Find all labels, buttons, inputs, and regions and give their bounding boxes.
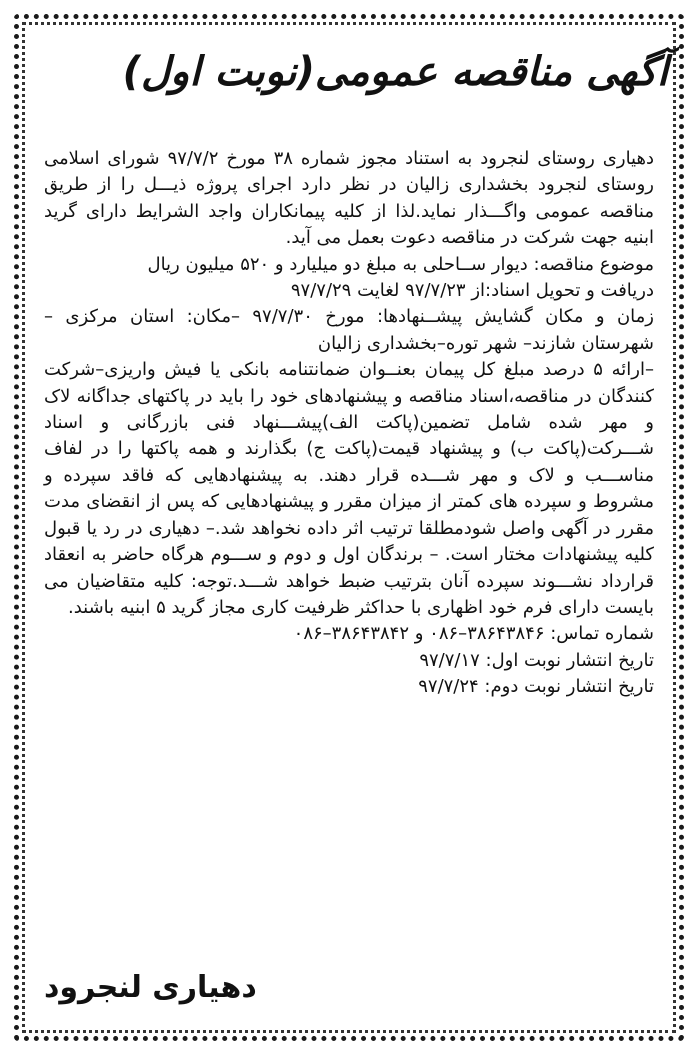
contact-phones: شماره تماس: ۳۸۶۴۳۸۴۶–۰۸۶ و ۳۸۶۴۳۸۴۲–۰۸۶ — [293, 623, 654, 645]
second-publish-date: تاریخ انتشار نوبت دوم: ۹۷/۷/۲۴ — [418, 676, 654, 698]
tender-subject: موضوع مناقصه: دیوار ســاحلی به مبلغ دو میلیارد و ۵۲۰ میلیون ریال — [147, 253, 654, 275]
notice-title: آگهی مناقصه عمومی(نوبت اول) — [122, 49, 668, 95]
notice-signature: دهیاری لنجرود — [44, 970, 257, 1005]
notice-intro: دهیاری روستای لنجرود به استناد مجوز شماره ۳۸ مورخ ۹۷/۷/۲ شورای اسلامی روستای لنجرود بخشداری زالیان در نظر دارد اجرای پروژه ذیـــل را از طریق مناقصه عمومی واگـــذار نماید.لذا از کلیه پیمانکاران واجد الشرایط دارای گرید ابنیه جهت شرکت در مناقصه دعوت بعمل می آید. — [44, 148, 654, 249]
tender-terms: –ارائه ۵ درصد مبلغ کل پیمان بعنــوان ضمانتنامه بانکی یا فیش واریزی–شرکت کنندگان در مناقصه،اسناد مناقصه و پیشنهادهای خود را باید در پاکتهای جداگانه لاک و مهر شده شامل تضمین(پاکت الف)پیشـــنهاد فنی بازرگانی و اسناد شـــرکت(پاکت ب) و پیشنهاد قیمت(پاکت ج) بگذارند و همه پاکتها را در لفاف مناســـب و لاک و مهر شـــده قرار دهند. به پیشنهادهایی که فاقد سپرده و مشروط و سپرده های کمتر از میزان مقرر و پیشنهادهایی که پس از انقضای مدت مقرر در آگهی واصل شودمطلقا ترتیب اثر داده نخواهد شد.– دهیاری در رد یا قبول کلیه پیشنهادات مختار است. – برندگان اول و دوم و ســـوم هرگاه حاضر به انعقاد قرارداد نشـــوند سپرده آنان بترتیب ضبط خواهد شـــد.توجه: کلیه متقاضیان می بایست دارای فرم خود اظهاری با حداکثر ظرفیت کاری مجاز گرید ۵ ابنیه باشند. — [44, 359, 654, 618]
first-publish-date: تاریخ انتشار نوبت اول: ۹۷/۷/۱۷ — [419, 649, 654, 671]
documents-dates: دریافت و تحویل اسناد:از ۹۷/۷/۲۳ لغایت ۹۷/۷/۲۹ — [290, 280, 654, 302]
opening-time-place: زمان و مکان گشایش پیشــنهادها: مورخ ۹۷/۷/۳۰ –مکان: استان مرکزی –شهرستان شازند– شهر توره–بخشداری زالیان — [44, 306, 654, 354]
notice-body — [44, 146, 654, 701]
